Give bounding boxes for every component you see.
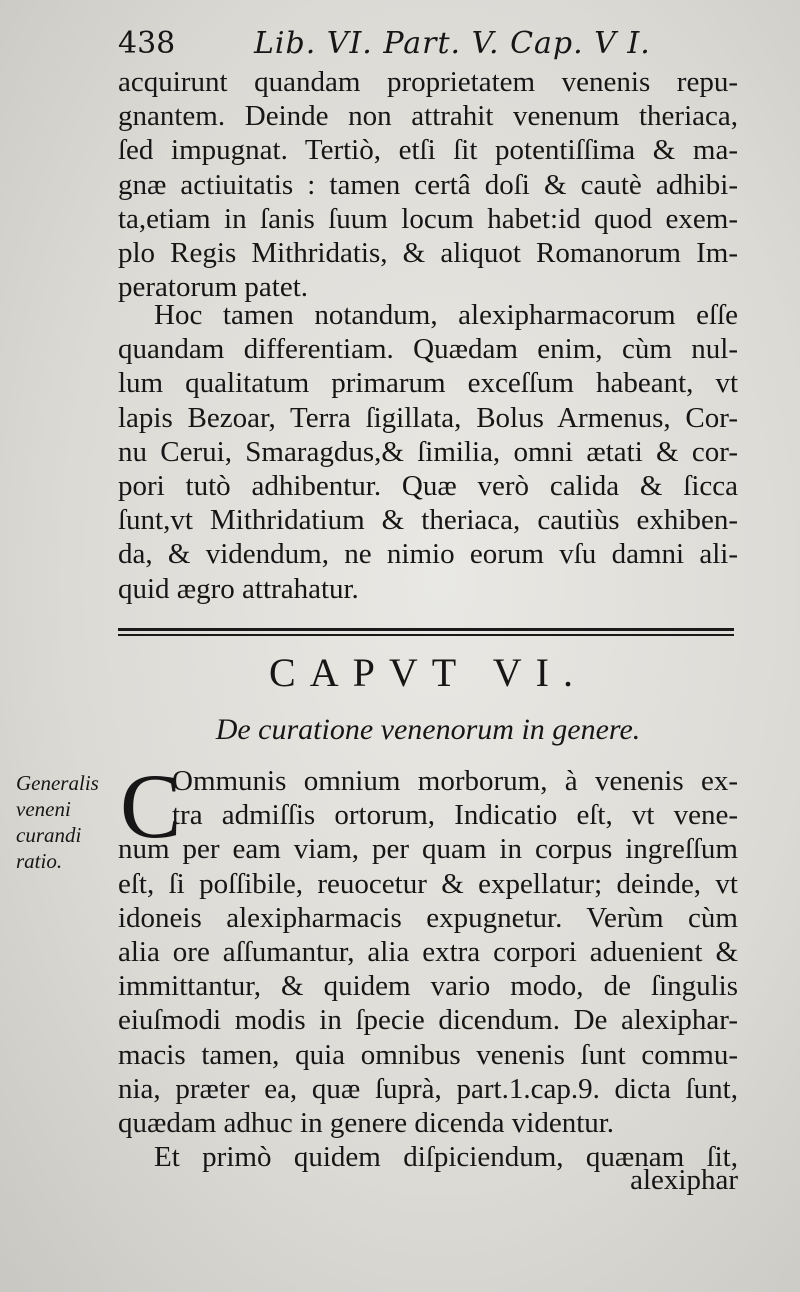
- catchword: alexiphar: [630, 1164, 738, 1196]
- text-line: idoneis alexipharmacis expugnetur. Verùm cùm: [118, 901, 738, 934]
- text-line: num per eam viam, per quam in corpus ingreſſum: [118, 833, 738, 866]
- margin-note-line: veneni: [16, 797, 71, 821]
- margin-note-line: Generalis: [16, 771, 99, 795]
- text-line: peratorum patet.: [118, 271, 309, 304]
- chapter-subtitle: De curatione venenorum in genere.: [215, 713, 641, 746]
- text-line: quædam adhuc in genere dicenda videntur.: [118, 1106, 615, 1139]
- text-line: Et primò quidem diſpiciendum, quænam ſit,: [154, 1141, 738, 1174]
- text-line: ta,etiam in ſanis ſuum locum habet:id quod exem-: [118, 202, 738, 235]
- text-line: immittantur, & quidem vario modo, de ſingulis: [118, 970, 738, 1003]
- text-line: lum qualitatum primarum exceſſum habeant, vt: [118, 367, 738, 400]
- margin-note-line: ratio.: [16, 849, 63, 873]
- page-number: 438: [118, 26, 176, 61]
- text-line: Hoc tamen notandum, alexipharmacorum eſſe: [154, 299, 738, 331]
- text-line: ſunt,vt Mithridatium & theriaca, cautiùs exhiben-: [118, 504, 738, 537]
- text-line: tra admiſſis ortorum, Indicatio eſt, vt vene-: [172, 799, 738, 832]
- text-line: quandam differentiam. Quædam enim, cùm nul-: [118, 333, 738, 366]
- chapter-heading: CAPVT VI.: [269, 650, 587, 695]
- text-line: nia, præter ea, quæ ſuprà, part.1.cap.9. dicta ſunt,: [118, 1072, 738, 1105]
- text-line: alia ore aſſumantur, alia extra corpori aduenient &: [118, 935, 738, 968]
- text-line: da, & videndum, ne nimio eorum vſu damni ali-: [118, 538, 738, 571]
- text-line: ſed impugnat. Tertiò, etſi ſit potentiſſima & ma-: [118, 134, 738, 167]
- text-line: nu Cerui, Smaragdus,& ſimilia, omni ætati & cor-: [118, 435, 738, 468]
- section-divider-rule: [118, 628, 734, 636]
- text-line: macis tamen, quia omnibus venenis ſunt commu-: [118, 1038, 738, 1071]
- paragraph-1: [118, 65, 738, 304]
- text-line: plo Regis Mithridatis, & aliquot Romanorum Im-: [118, 236, 738, 269]
- drop-cap: C: [120, 755, 182, 857]
- text-line: lapis Bezoar, Terra ſigillata, Bolus Armenus, Cor-: [118, 401, 738, 434]
- text-line: Ommunis omnium morborum, à venenis ex-: [172, 765, 738, 797]
- text-line: gnæ actiuitatis : tamen certâ doſi & cautè adhibi-: [118, 168, 738, 201]
- paragraph-3: [118, 755, 738, 1174]
- margin-note: [16, 770, 116, 874]
- text-line: quid ægro attrahatur.: [118, 572, 359, 605]
- text-line: eiuſmodi modis in ſpecie dicendum. De alexiphar-: [118, 1004, 738, 1037]
- margin-note-line: curandi: [16, 823, 82, 847]
- page-header: [118, 22, 738, 66]
- text-line: pori tutò adhibentur. Quæ verò calida & ſicca: [118, 469, 738, 502]
- text-line: acquirunt quandam proprietatem venenis repu-: [118, 66, 738, 98]
- paragraph-2: [118, 298, 738, 606]
- running-title: Lib. VI. Part. V. Cap. V I.: [254, 26, 651, 61]
- text-line: eſt, ſi poſſibile, reuocetur & expellatur; deinde, vt: [118, 867, 738, 900]
- text-line: gnantem. Deinde non attrahit venenum theriaca,: [118, 100, 738, 133]
